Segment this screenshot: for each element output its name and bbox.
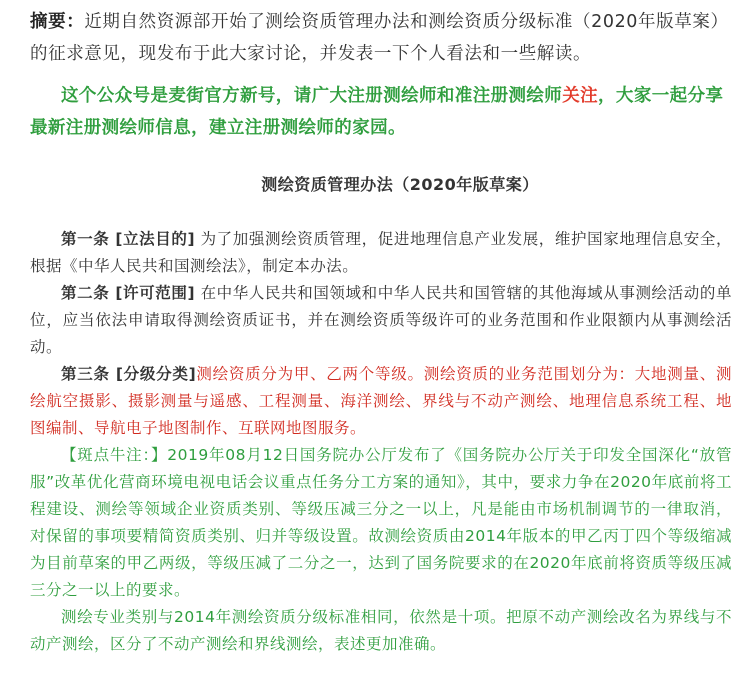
note-paragraph [30, 442, 732, 604]
article-1-head: 第一条 [立法目的] [61, 230, 196, 248]
note-head: 【斑点牛注：】 [61, 446, 168, 464]
article-1-text: 为了加强测绘资质管理，促进地理信息产业发展，维护国家地理信息安全，根据《中华人民共和国测绘法》，制定本办法。 [30, 230, 732, 275]
abstract-label: 摘要： [30, 12, 85, 32]
article-3-text: 测绘资质分为甲、乙两个等级。测绘资质的业务范围划分为：大地测量、测绘航空摄影、摄影测量与遥感、工程测量、海洋测绘、界线与不动产测绘、地理信息系统工程、地图编制、导航电子地图制作、互联网地图服务。 [30, 365, 732, 437]
promo-text-2: ，大家一起分享最新注册测绘师信息，建立注册测绘师的家园。 [30, 86, 724, 138]
document-title: 测绘资质管理办法（2020年版草案） [261, 175, 539, 194]
article-2 [30, 280, 732, 361]
follow-link[interactable]: 关注 [562, 86, 599, 106]
articles-section [30, 226, 732, 658]
note-text: 2019年08月12日国务院办公厅发布了《国务院办公厅关于印发全国深化“放管服”改革优化营商环境电视电话会议重点任务分工方案的通知》，其中，要求力争在2020年底前将工程建设、测绘等领域企业资质类别、等级压减三分之一以上，凡是能由市场机制调节的一律取消，对保留的事项要精简资质类别、归并等级设置。故测绘资质由2014年版本的甲乙丙丁四个等级缩减为目前草案的甲乙两级，等级压减了二分之一，达到了国务院要求的在2020年底前将资质等级压减三分之一以上的要求。 [30, 446, 732, 599]
promo-paragraph [30, 80, 732, 144]
abstract-paragraph [30, 6, 732, 70]
promo-text-1: 这个公众号是麦街官方新号，请广大注册测绘师和准注册测绘师 [61, 86, 563, 106]
article-1 [30, 226, 732, 280]
article-page [0, 6, 746, 697]
abstract-text: 近期自然资源部开始了测绘资质管理办法和测绘资质分级标准（2020年版草案）的征求意见，现发布于此大家讨论，并发表一下个人看法和一些解读。 [30, 12, 729, 64]
article-3-head: 第三条 [分级分类] [61, 365, 197, 383]
note-text-2: 测绘专业类别与2014年测绘资质分级标准相同，依然是十项。把原不动产测绘改名为界线与不动产测绘，区分了不动产测绘和界线测绘，表述更加准确。 [30, 608, 732, 653]
article-3 [30, 361, 732, 442]
article-2-head: 第二条 [许可范围] [61, 284, 196, 302]
note-paragraph-2 [30, 604, 732, 658]
article-2-text: 在中华人民共和国领域和中华人民共和国管辖的其他海域从事测绘活动的单位，应当依法申请取得测绘资质证书，并在测绘资质等级许可的业务范围和作业限额内从事测绘活动。 [30, 284, 732, 356]
